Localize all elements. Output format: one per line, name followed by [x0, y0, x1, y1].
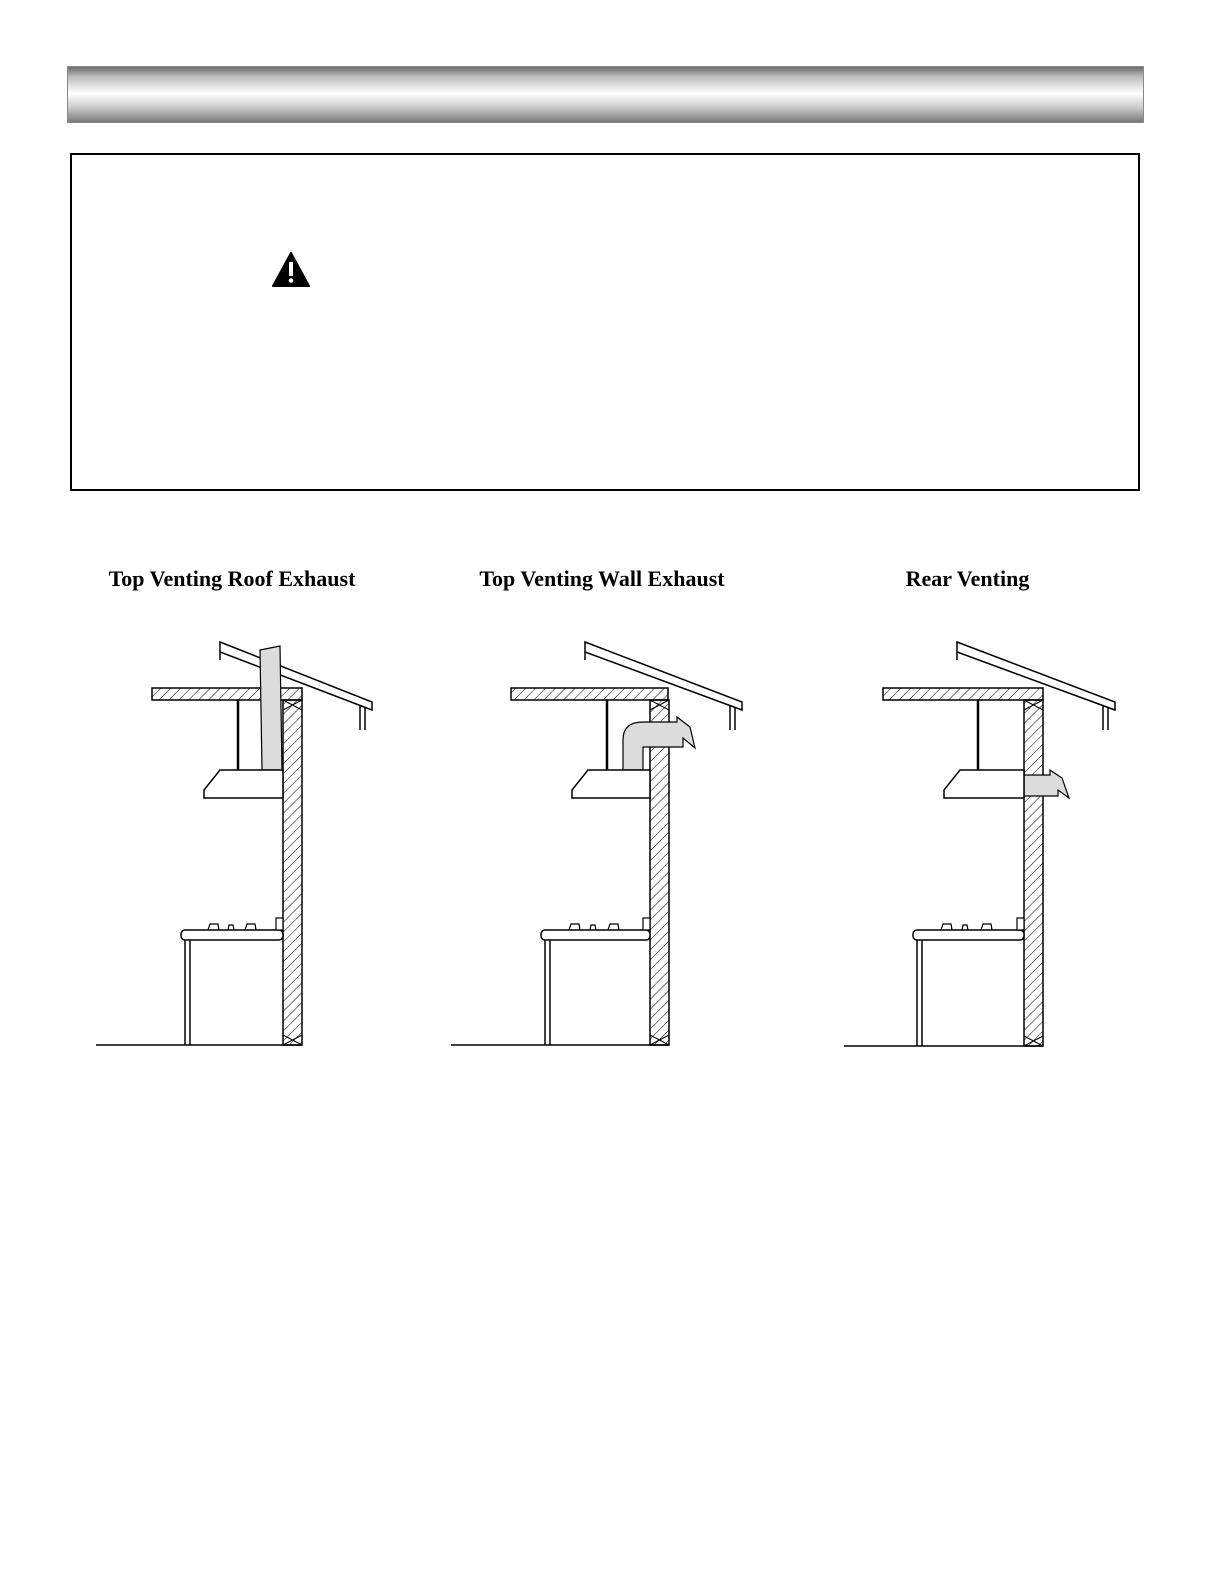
- diagram-roof-exhaust: [90, 630, 390, 1055]
- wall: [650, 700, 669, 1045]
- wall: [1024, 700, 1043, 1046]
- roof-duct: [260, 646, 282, 770]
- warning-box: [70, 153, 1140, 491]
- ceiling: [511, 688, 668, 700]
- diagram-wall-exhaust: [445, 630, 755, 1055]
- diagram-rear-venting: [840, 630, 1130, 1055]
- wall: [283, 700, 302, 1045]
- caption-rear-venting: Rear Venting: [905, 566, 1030, 591]
- caption-roof-exhaust: Top Venting Roof Exhaust: [108, 566, 356, 591]
- range-hood: [944, 770, 1024, 798]
- counter: [913, 930, 1024, 940]
- counter: [541, 930, 650, 940]
- ceiling: [883, 688, 1043, 700]
- range-hood: [572, 770, 650, 798]
- caption-wall-exhaust: Top Venting Wall Exhaust: [479, 566, 725, 591]
- warning-triangle-icon: [271, 251, 311, 288]
- range-hood: [204, 770, 283, 798]
- section-header-bar: [67, 66, 1144, 123]
- counter: [181, 930, 283, 940]
